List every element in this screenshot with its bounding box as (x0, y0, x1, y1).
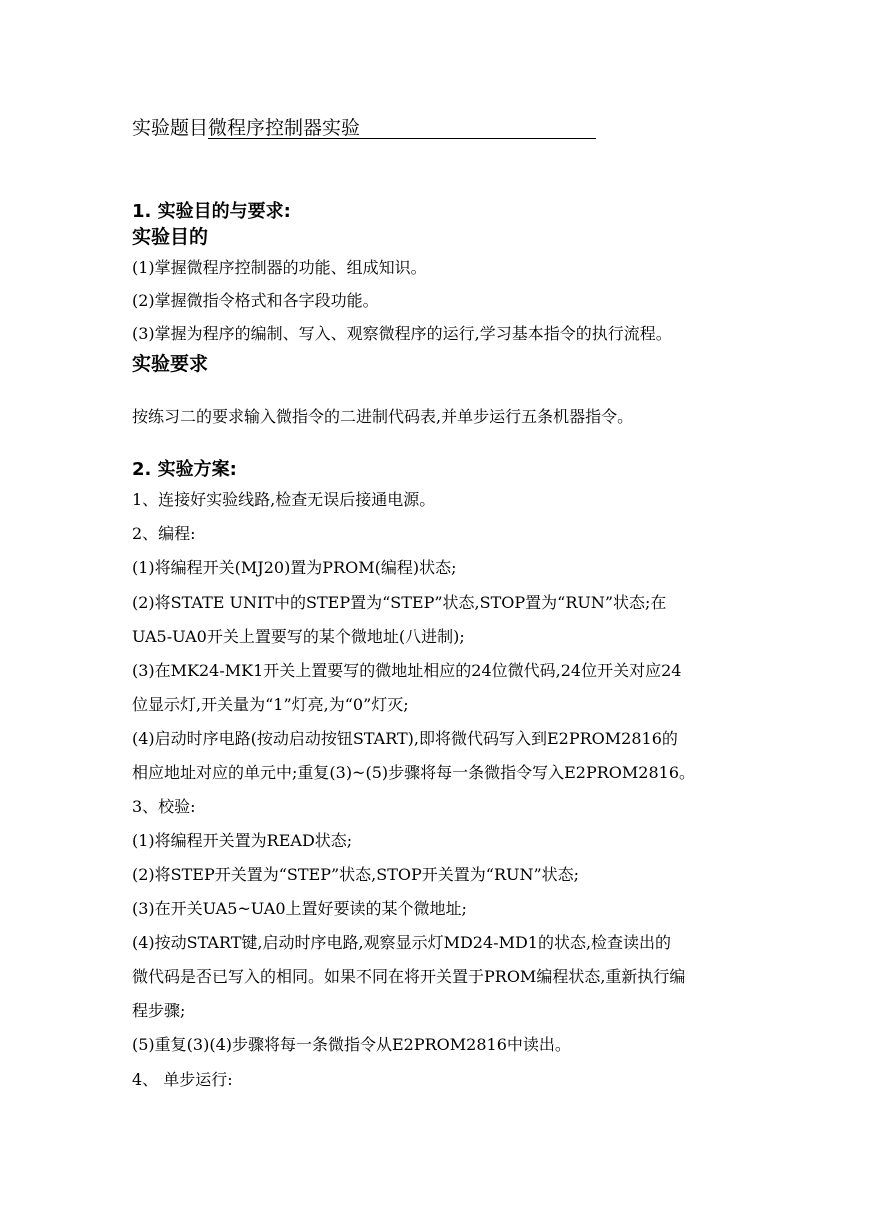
step-2: 2、编程: (132, 524, 196, 543)
section-2-heading: 2. 实验方案: (132, 459, 237, 480)
step-3-item: (2)将STEP开关置为“STEP”状态,STOP开关置为“RUN”状态; (132, 865, 580, 884)
purpose-item: (3)掌握为程序的编制、写入、观察微程序的运行,学习基本指令的执行流程。 (132, 324, 672, 343)
step-3-item: (3)在开关UA5~UA0上置好要读的某个微地址; (132, 899, 467, 918)
step-2-item: (3)在MK24-MK1开关上置要写的微地址相应的24位微代码,24位开关对应24 (132, 661, 682, 680)
step-2-item: UA5-UA0开关上置要写的某个微地址(八进制); (132, 627, 465, 646)
step-3-item: 微代码是否已写入的相同。如果不同在将开关置于PROM编程状态,重新执行编 (132, 967, 686, 986)
step-2-item: (4)启动时序电路(按动启动按钮START),即将微代码写入到E2PROM2816的 (132, 729, 678, 748)
step-3: 3、校验: (132, 797, 196, 816)
step-2-item: (2)将STATE UNIT中的STEP置为“STEP”状态,STOP置为“RUN”状态;在 (132, 593, 667, 612)
experiment-title (132, 118, 596, 139)
title-label: 实验题目 (132, 117, 209, 139)
purpose-item: (1)掌握微程序控制器的功能、组成知识。 (132, 258, 427, 277)
purpose-item: (2)掌握微指令格式和各字段功能。 (132, 291, 379, 310)
step-2-item: 位显示灯,开关量为“1”灯亮,为“0”灯灭; (132, 695, 409, 714)
step-1: 1、连接好实验线路,检查无误后接通电源。 (132, 490, 436, 509)
step-2-item: 相应地址对应的单元中;重复(3)~(5)步骤将每一条微指令写入E2PROM2816。 (132, 763, 696, 782)
title-value: 微程序控制器实验 (208, 118, 596, 139)
purpose-heading: 实验目的 (132, 226, 209, 248)
step-3-item: (1)将编程开关置为READ状态; (132, 831, 353, 850)
step-3-item: (5)重复(3)(4)步骤将每一条微指令从E2PROM2816中读出。 (132, 1035, 571, 1054)
requirement-text: 按练习二的要求输入微指令的二进制代码表,并单步运行五条机器指令。 (132, 407, 634, 426)
step-3-item: 程步骤; (132, 1001, 186, 1020)
step-4: 4、 单步运行: (132, 1070, 233, 1089)
section-1-heading: 1. 实验目的与要求: (132, 201, 291, 222)
requirement-heading: 实验要求 (132, 353, 209, 375)
step-2-item: (1)将编程开关(MJ20)置为PROM(编程)状态; (132, 558, 457, 577)
step-3-item: (4)按动START键,启动时序电路,观察显示灯MD24-MD1的状态,检查读出的 (132, 933, 672, 952)
